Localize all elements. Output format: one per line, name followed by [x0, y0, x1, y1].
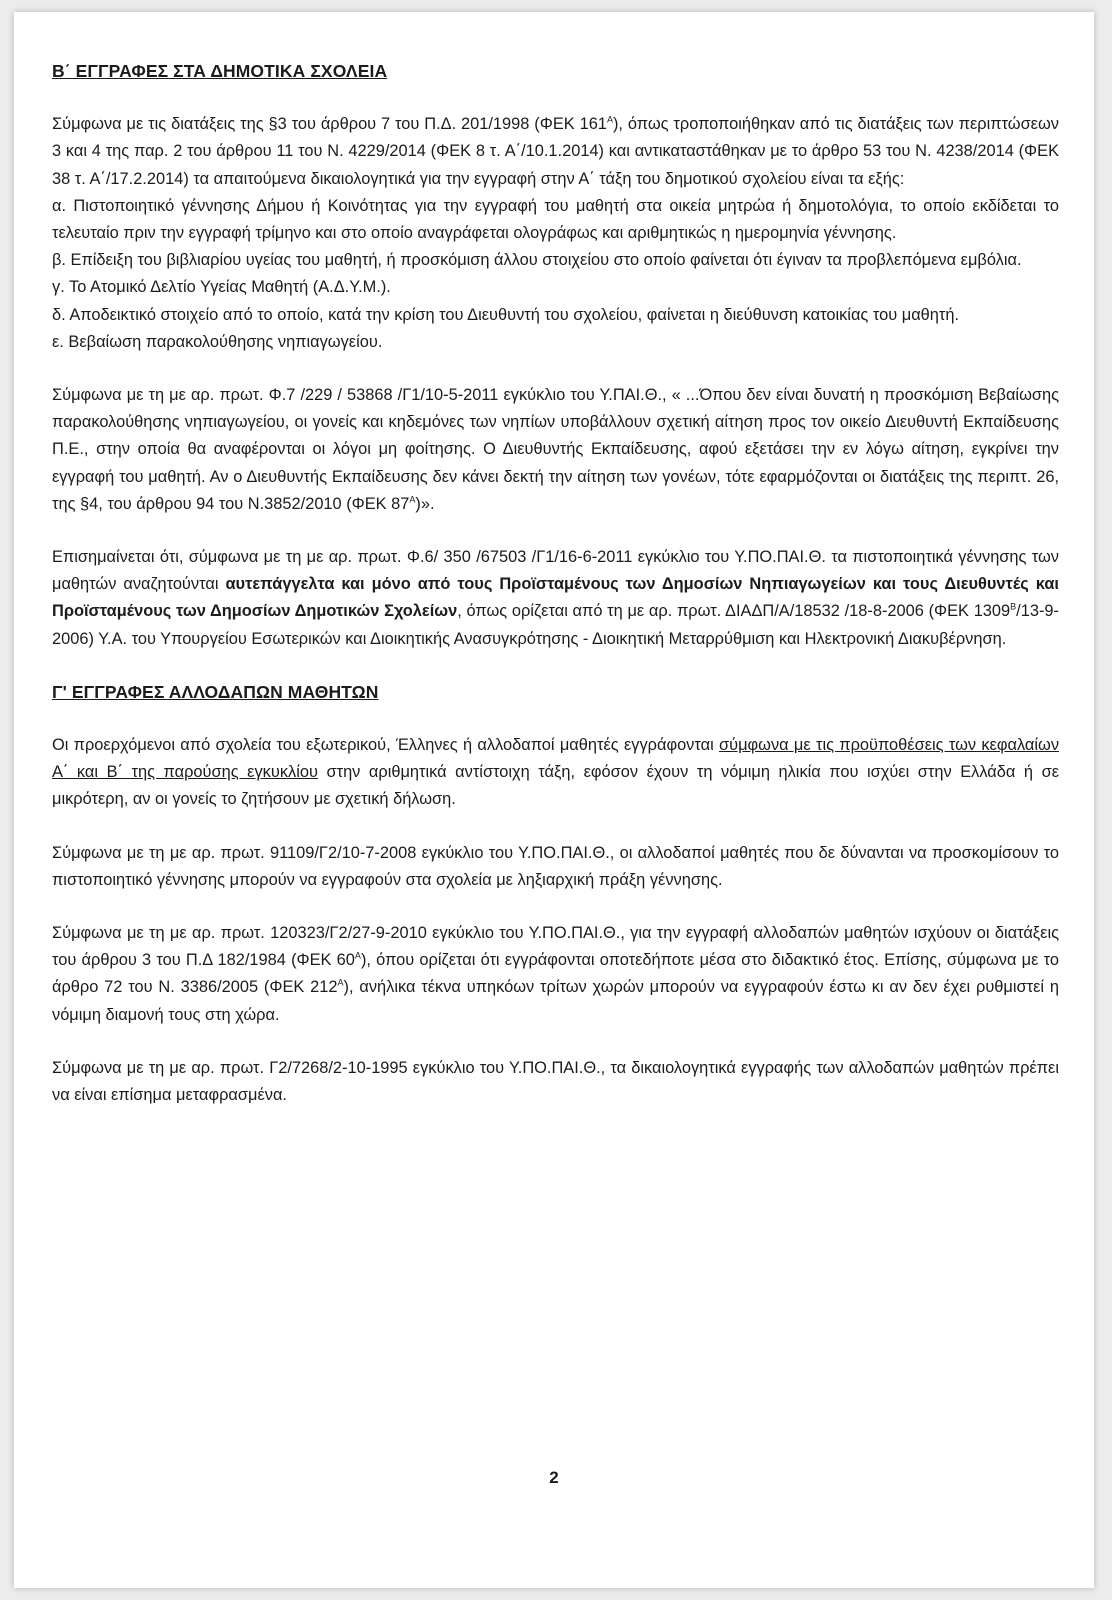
para2-text-1: Σύμφωνα με τη με αρ. πρωτ. Φ.7 /229 / 53868 /Γ1/10-5-2011 εγκύκλιο του Υ.ΠΑΙ.Θ., « ...Όπου δεν είναι δυνατή η προσκόμιση Βεβαίωσης παρακολούθησης νηπιαγωγείου, οι γονείς και κηδεμόνες των νηπίων υποβάλλουν σχετική αίτηση προς τον οικείο Διευθυντή Εκπαίδευσης Π.Ε., στην οποία θα αναφέρονται οι λόγοι μη φοίτησης. Ο Διευθυντής Εκπαίδευσης, αφού εξετάσει την εν λόγω αίτηση, εγκρίνει την εγγραφή του μαθητή. Αν ο Διευθυντής Εκπαίδευσης δεν κάνει δεκτή την αίτηση των γονέων, τότε εφαρμόζονται οι διατάξεις της περιπτ. 26, της §4, του άρθρου 94 του Ν.3852/2010 (ΦΕΚ 87 [52, 386, 1059, 513]
para3-text-3: /13-9-2006) Υ.Α. του Υπουργείου Εσωτερικών και Διοικητικής Ανασυγκρότησης - Διοικητική Μεταρρύθμιση και Ηλεκτρονική Διακυβέρνηση. [52, 602, 1059, 648]
c-para3-text-3: ), ανήλικα τέκνα υπηκόων τρίτων χωρών μπορούν να εγγραφούν έστω κι αν δεν έχει ρυθμιστεί η νόμιμη διαμονή τους στη χώρα. [52, 978, 1059, 1024]
section-c-paragraph-1 [52, 732, 1059, 814]
section-b-heading: Β΄ ΕΓΓΡΑΦΕΣ ΣΤΑ ΔΗΜΟΤΙΚΑ ΣΧΟΛΕΙΑ [52, 61, 388, 81]
list-item-c: γ. Το Ατομικό Δελτίο Υγείας Μαθητή (Α.Δ.Υ.Μ.). [52, 278, 391, 297]
section-b-paragraph-2 [52, 382, 1059, 518]
document-body [52, 58, 1059, 1109]
list-item-b: β. Επίδειξη του βιβλιαρίου υγείας του μαθητή, ή προσκόμιση άλλου στοιχείου στο οποίο φαίνεται ότι έγιναν τα προβλεπόμενα εμβόλια. [52, 251, 1022, 270]
page-number: 2 [549, 1468, 559, 1487]
section-c-heading: Γ' ΕΓΓΡΑΦΕΣ ΑΛΛΟΔΑΠΩΝ ΜΑΘΗΤΩΝ [52, 681, 379, 702]
c-para1-text-2: στην αριθμητικά αντίστοιχη τάξη, εφόσον έχουν τη νόμιμη ηλικία που ισχύει στην Ελλάδα ή σε μικρότερη, αν οι γονείς το ζητήσουν με σχετική δήλωση. [52, 763, 1059, 809]
intro-text-2: ), όπως τροποποιήθηκαν από τις διατάξεις των περιπτώσεων 3 και 4 της παρ. 2 του άρθρου 11 του Ν. 4229/2014 (ΦΕΚ 8 τ. Α΄/10.1.2014) και αντικαταστάθηκαν με το άρθρο 53 του Ν. 4238/2014 (ΦΕΚ 38 τ. Α΄/17.2.2014) τα απαιτούμενα δικαιολογητικά για την εγγραφή στην Α΄ τάξη του δημοτικού σχολείου είναι τα εξής: [52, 115, 1059, 188]
intro-superscript: Α [606, 114, 613, 125]
para3-text-2: , όπως ορίζεται από τη με αρ. πρωτ. ΔΙΑΔΠ/Α/18532 /18-8-2006 (ΦΕΚ 1309 [457, 602, 1011, 621]
list-item-a: α. Πιστοποιητικό γέννησης Δήμου ή Κοινότητας για την εγγραφή του μαθητή στα οικεία μητρώα ή δημοτολόγια, το οποίο εκδίδεται το τελευταίο πριν την εγγραφή τρίμηνο και στο οποίο αναγράφεται ολογράφως και αριθμητικώς η ημερομηνία γέννησης. [52, 196, 1059, 243]
section-b-paragraph-3 [52, 544, 1059, 653]
c-para3-superscript-2: Α [337, 978, 344, 989]
intro-text-1: Σύμφωνα με τις διατάξεις της §3 του άρθρου 7 του Π.Δ. 201/1998 (ΦΕΚ 161 [52, 115, 607, 134]
c-para3-text-1: Σύμφωνα με τη με αρ. πρωτ. 120323/Γ2/27-9-2010 εγκύκλιο του Υ.ΠΟ.ΠΑΙ.Θ., για την εγγραφή αλλοδαπών μαθητών ισχύουν οι διατάξεις του άρθρου 3 του Π.Δ 182/1984 (ΦΕΚ 60 [52, 924, 1059, 970]
para2-superscript: Α [409, 494, 416, 505]
c-para1-text-1: Οι προερχόμενοι από σχολεία του εξωτερικού, Έλληνες ή αλλοδαποί μαθητές εγγράφονται [52, 736, 720, 755]
section-c-paragraph-3 [52, 920, 1059, 1029]
c-para1-underlined-text: σύμφωνα με τις προϋποθέσεις των κεφαλαίων Α΄ και Β΄ της παρούσης εγκυκλίου [52, 736, 1060, 782]
para3-bold-text: αυτεπάγγελτα και μόνο από τους Προϊσταμένους των Δημοσίων Νηπιαγωγείων και τους Διευθυντές και Προϊσταμένους των Δημοσίων Δημοτικών Σχολείων [52, 575, 1059, 621]
c-para3-superscript-1: Α [354, 950, 361, 961]
para3-text-1: Επισημαίνεται ότι, σύμφωνα με τη με αρ. πρωτ. Φ.6/ 350 /67503 /Γ1/16-6-2011 εγκύκλιο του Υ.ΠΟ.ΠΑΙ.Θ. τα πιστοποιητικά γέννησης των μαθητών αναζητούνται [52, 548, 1059, 594]
para2-text-2: )». [415, 494, 435, 513]
list-item-e: ε. Βεβαίωση παρακολούθησης νηπιαγωγείου. [52, 332, 383, 351]
document-page [14, 12, 1094, 1588]
c-para3-text-2: ), όπου ορίζεται ότι εγγράφονται οποτεδήποτε μέσα στο διδακτικό έτος. Επίσης, σύμφωνα με το άρθρο 72 του Ν. 3386/2005 (ΦΕΚ 212 [52, 951, 1059, 997]
para3-superscript: Β [1010, 601, 1017, 612]
section-b-intro [52, 111, 1059, 193]
section-c-paragraph-4: Σύμφωνα με τη με αρ. πρωτ. Γ2/7268/2-10-1995 εγκύκλιο του Υ.ΠΟ.ΠΑΙ.Θ., τα δικαιολογητικά εγγραφής των αλλοδαπών μαθητών πρέπει να είναι επίσημα μεταφρασμένα. [52, 1058, 1059, 1105]
section-c-paragraph-2: Σύμφωνα με τη με αρ. πρωτ. 91109/Γ2/10-7-2008 εγκύκλιο του Υ.ΠΟ.ΠΑΙ.Θ., οι αλλοδαποί μαθητές που δε δύνανται να προσκομίσουν το πιστοποιητικό γέννησης μπορούν να εγγραφούν στα σχολεία με ληξιαρχική πράξη γέννησης. [52, 843, 1059, 889]
list-item-d: δ. Αποδεικτικό στοιχείο από το οποίο, κατά την κρίση του Διευθυντή του σχολείου, φαίνεται η διεύθυνση κατοικίας του μαθητή. [52, 305, 960, 324]
